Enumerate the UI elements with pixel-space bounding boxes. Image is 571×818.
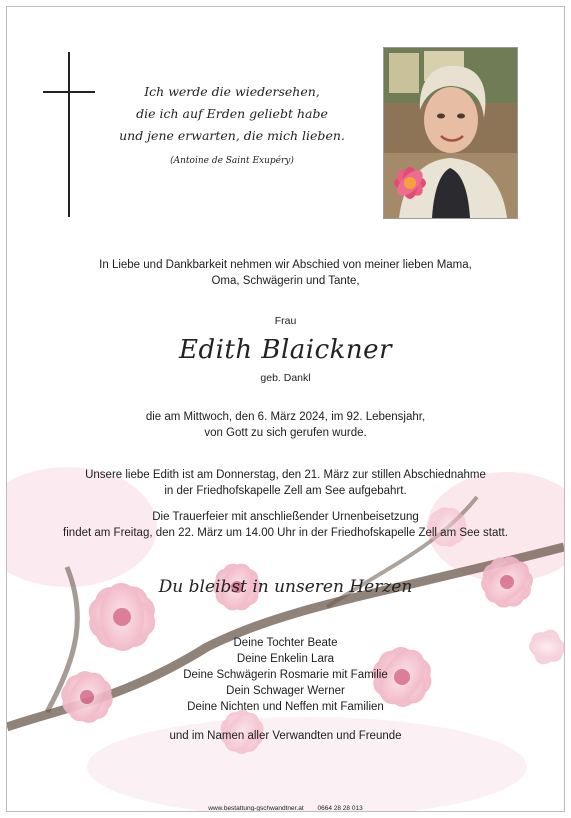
viewing-line: Unsere liebe Edith ist am Donnerstag, den 21. März zur stillen Abschiednahme: [85, 469, 486, 481]
obituary-card: [6, 6, 565, 812]
salutation: Frau: [274, 315, 297, 327]
intro-text: [7, 257, 564, 289]
poem-author: (Antoine de Saint Exupéry): [170, 156, 294, 166]
ceremony-line: findet am Freitag, den 22. März um 14.00 Uhr in der Friedhofskapelle Zell am See statt.: [63, 527, 508, 539]
mourner-item: Deine Enkelin Lara: [236, 653, 335, 665]
ceremony-notice: [7, 509, 564, 541]
mourners-list: [7, 635, 564, 715]
cross-icon-horizontal: [43, 91, 95, 93]
mourner-item: Deine Nichten und Neffen mit Familien: [187, 701, 384, 713]
footer-website[interactable]: www.bestattung-gschwandtner.at: [208, 805, 304, 812]
relatives-line: und im Namen aller Verwandten und Freunde: [169, 730, 402, 742]
mourner-item: Deine Tochter Beate: [233, 637, 338, 649]
poem-line: und jene erwarten, die mich lieben.: [119, 128, 345, 143]
intro-line: In Liebe und Dankbarkeit nehmen wir Abschied von meiner lieben Mama,: [99, 259, 472, 271]
footer-phone: 0664 28 28 013: [317, 805, 363, 812]
closing-phrase: Du bleibst in unseren Herzen: [158, 577, 413, 597]
poem-line: die ich auf Erden geliebt habe: [136, 106, 328, 121]
intro-line: Oma, Schwägerin und Tante,: [211, 275, 360, 287]
viewing-notice: [7, 467, 564, 499]
birth-name: geb. Dankl: [260, 372, 311, 384]
portrait-photo: [383, 47, 518, 219]
death-line: die am Mittwoch, den 6. März 2024, im 92. Lebensjahr,: [145, 411, 426, 423]
death-line: von Gott zu sich gerufen wurde.: [204, 427, 367, 439]
cross-icon-vertical: [68, 52, 70, 217]
memorial-poem: [107, 81, 357, 168]
death-notice: [7, 409, 564, 441]
mourner-item: Deine Schwägerin Rosmarie mit Familie: [183, 669, 388, 681]
poem-line: Ich werde die wiedersehen,: [144, 84, 320, 99]
viewing-line: in der Friedhofskapelle Zell am See aufgebahrt.: [164, 485, 407, 497]
deceased-name: Edith Blaickner: [178, 335, 392, 365]
mourner-item: Dein Schwager Werner: [226, 685, 345, 697]
ceremony-line: Die Trauerfeier mit anschließender Urnenbeisetzung: [152, 511, 419, 523]
footer: [7, 804, 564, 812]
